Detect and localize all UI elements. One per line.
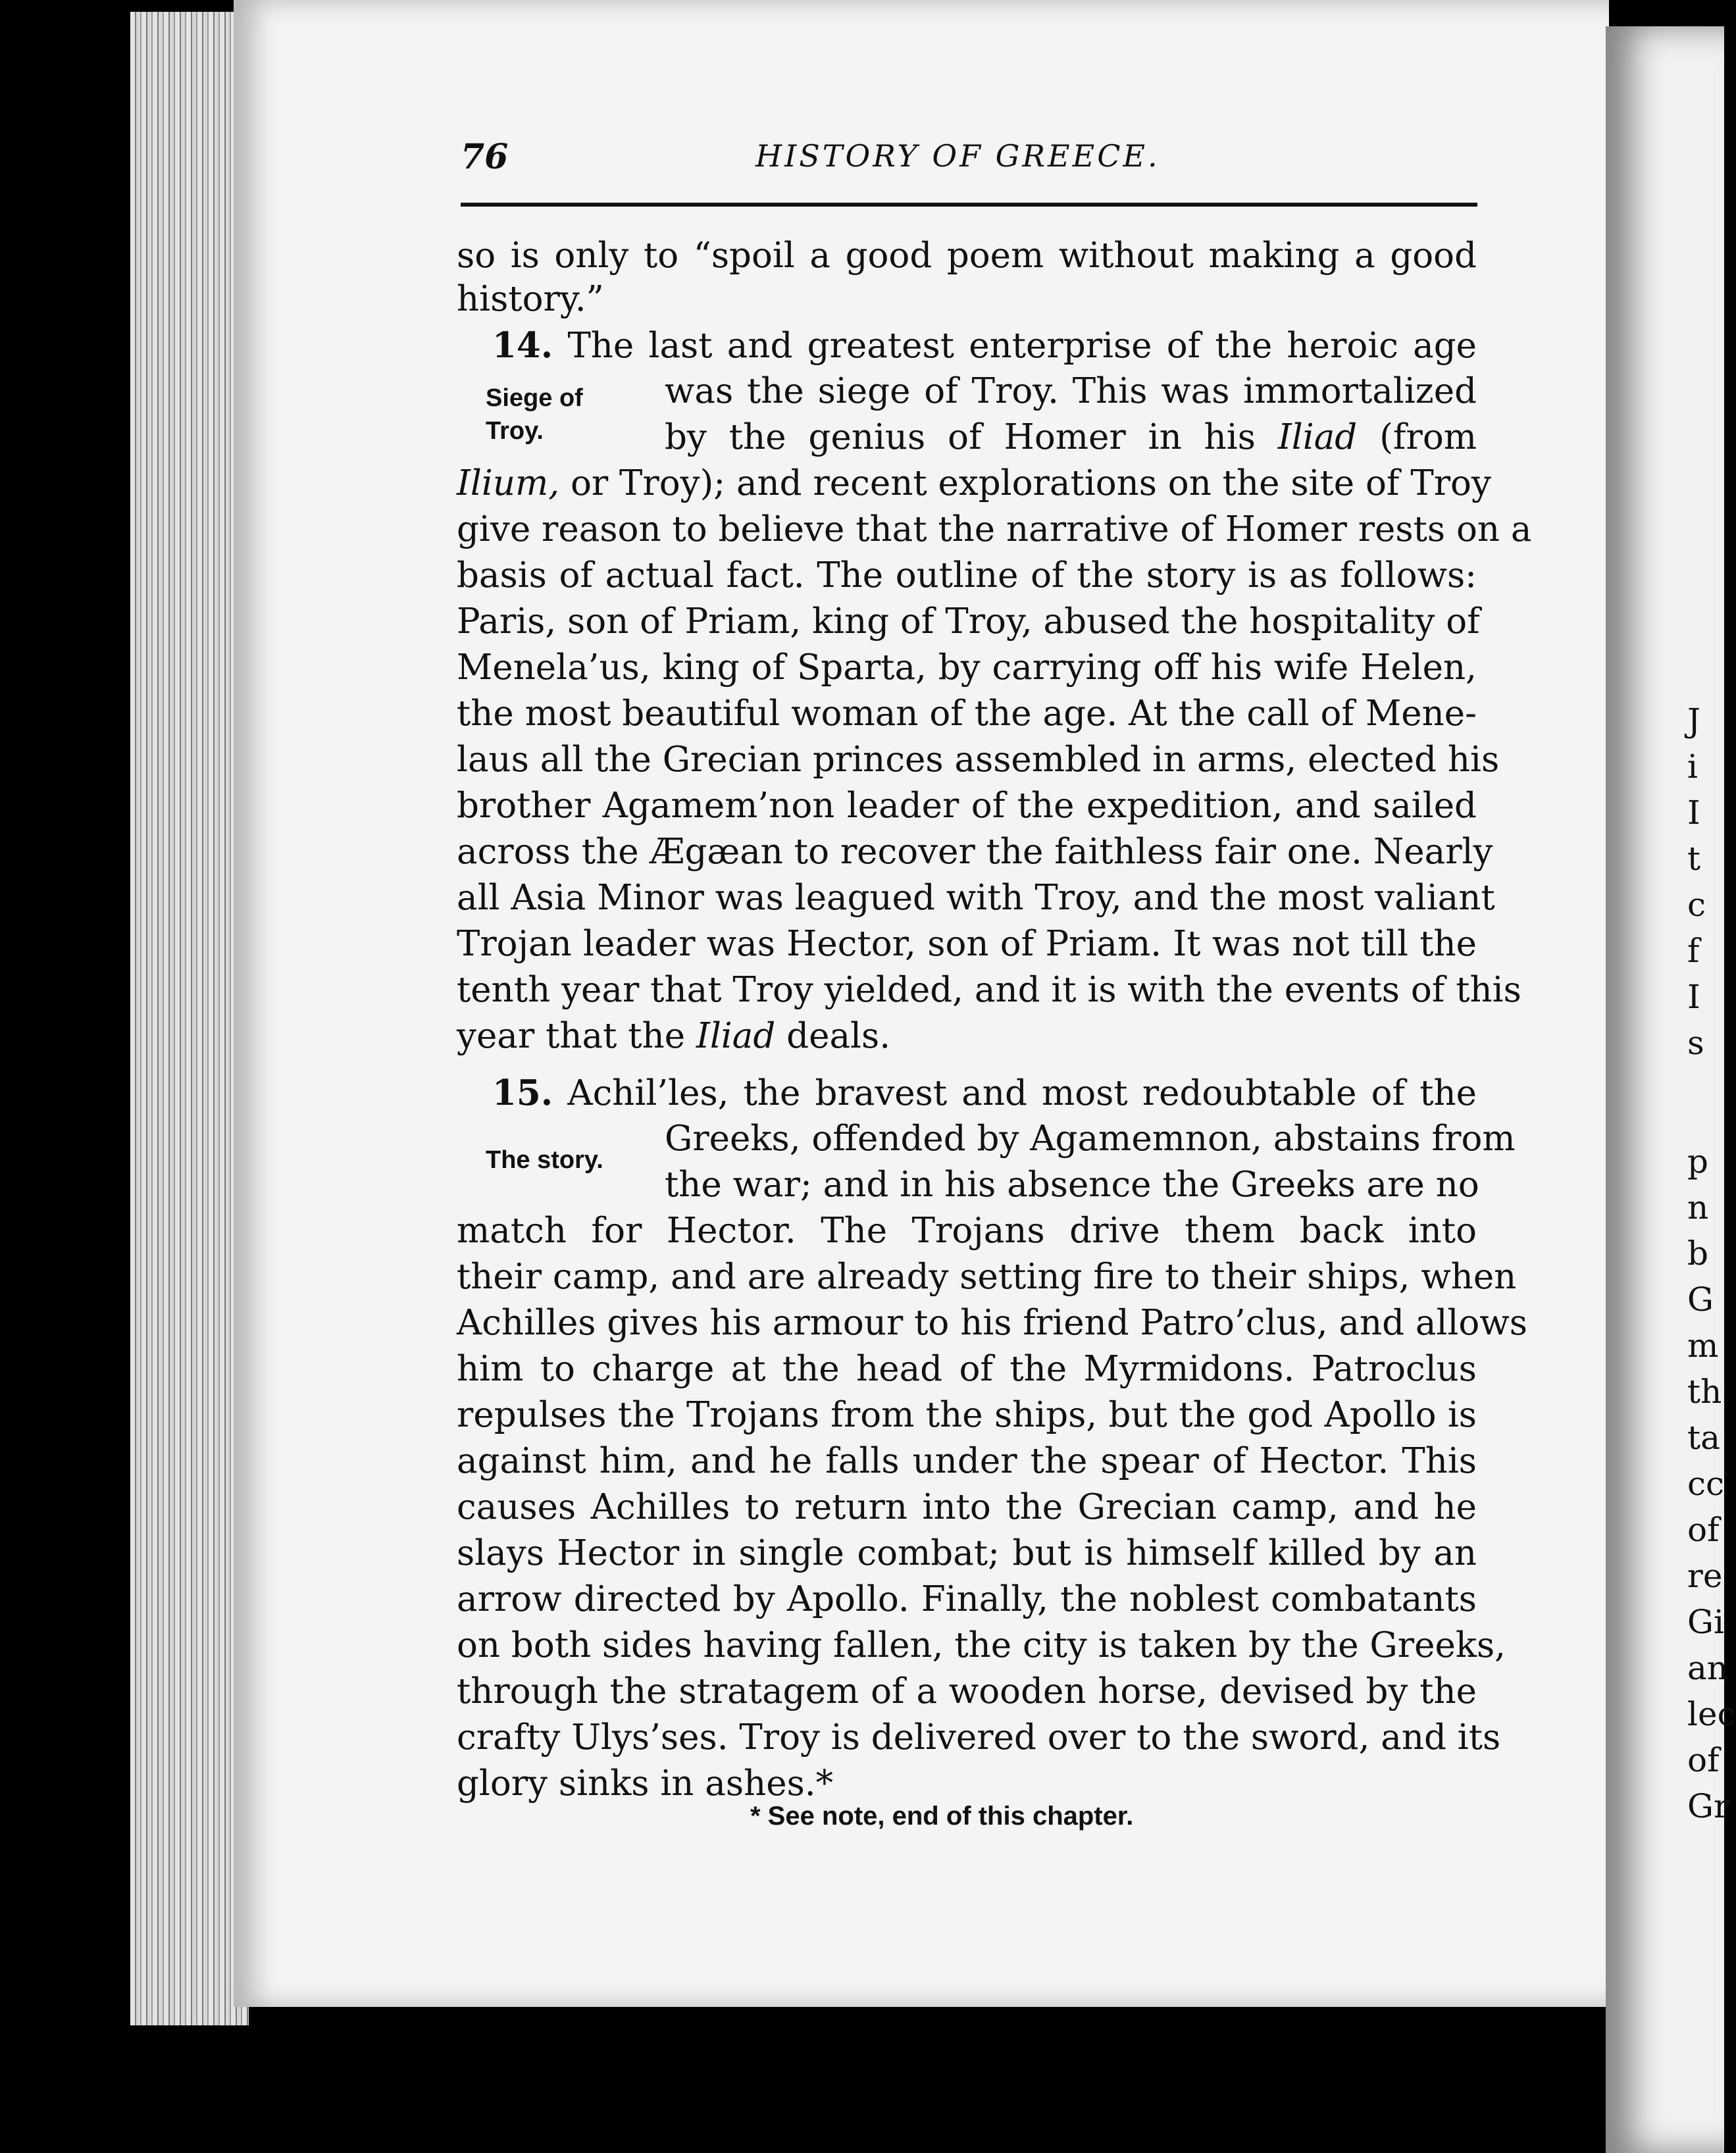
facing-fragment: p xyxy=(1687,1142,1709,1180)
margin-note-line: Siege of xyxy=(486,384,583,412)
facing-fragment: lec xyxy=(1687,1695,1736,1733)
facing-fragment: J xyxy=(1687,701,1701,740)
facing-fragment: c xyxy=(1687,886,1706,924)
margin-note-siege xyxy=(486,382,583,447)
text-line: all Asia Minor was leagued with Troy, and the most valiant xyxy=(457,878,1495,918)
text-fragment: year that the xyxy=(457,1016,686,1056)
text-fragment: deals. xyxy=(786,1016,891,1056)
text-line: brother Agamem’non leader of the expedition, and sailed xyxy=(457,786,1477,826)
text-fragment: or Troy); and recent explorations on the site of Troy xyxy=(570,463,1491,503)
text-line: Trojan leader was Hector, son of Priam. It was not till the xyxy=(457,924,1477,964)
section-number: 15. xyxy=(492,1073,553,1113)
facing-fragment: Gr xyxy=(1687,1787,1729,1825)
margin-note-story: The story. xyxy=(486,1146,603,1174)
text-line: slays Hector in single combat; but is himself killed by an xyxy=(457,1533,1477,1573)
facing-fragment: ta xyxy=(1687,1419,1720,1457)
facing-fragment: I xyxy=(1687,794,1700,832)
italic-word: Ilium, xyxy=(457,463,560,503)
facing-fragment: i xyxy=(1687,747,1698,786)
facing-fragment: I xyxy=(1687,978,1700,1016)
text-line: was the siege of Troy. This was immortalized xyxy=(665,371,1477,411)
text-line: through the stratagem of a wooden horse, devised by the xyxy=(457,1671,1477,1711)
text-line: their camp, and are already setting fire to their ships, when xyxy=(457,1257,1517,1297)
facing-fragment: th xyxy=(1687,1373,1722,1411)
text-line: laus all the Grecian princes assembled in arms, elected his xyxy=(457,740,1500,780)
text-line xyxy=(457,463,1491,504)
text-fragment: (from xyxy=(1379,417,1477,457)
facing-fragment: Gi xyxy=(1687,1603,1724,1641)
facing-fragment: m xyxy=(1687,1327,1719,1365)
italic-title: Iliad xyxy=(1277,417,1358,457)
text-line: Greeks, offended by Agamemnon, abstains from xyxy=(665,1119,1516,1159)
text-fragment: by the genius of Homer in his xyxy=(665,417,1256,457)
text-line: glory sinks in ashes.* xyxy=(457,1763,834,1804)
text-line: Menela’us, king of Sparta, by carrying off his wife Helen, xyxy=(457,647,1477,688)
italic-title: Iliad xyxy=(696,1016,776,1056)
text-fragment: The last and greatest enterprise of the heroic age xyxy=(567,326,1477,366)
text-line: so is only to “spoil a good poem without making a good xyxy=(457,236,1477,276)
text-line: causes Achilles to return into the Grecian camp, and he xyxy=(457,1487,1477,1527)
text-line: give reason to believe that the narrative of Homer rests on a xyxy=(457,509,1532,549)
facing-fragment: t xyxy=(1687,840,1701,878)
facing-fragment: b xyxy=(1687,1234,1709,1273)
text-line xyxy=(492,325,1477,366)
section-number: 14. xyxy=(492,325,553,366)
text-line xyxy=(492,1073,1477,1113)
margin-note-line: Troy. xyxy=(486,417,544,445)
text-line: history.” xyxy=(457,279,604,319)
text-line: across the Ægæan to recover the faithless fair one. Nearly xyxy=(457,832,1493,872)
footnote: * See note, end of this chapter. xyxy=(750,1802,1134,1831)
facing-fragment: re xyxy=(1687,1557,1723,1595)
page-number: 76 xyxy=(461,137,509,177)
text-line xyxy=(457,1016,1477,1057)
text-line: the war; and in his absence the Greeks are no xyxy=(665,1165,1479,1205)
facing-fragment: an xyxy=(1687,1649,1729,1687)
text-line: arrow directed by Apollo. Finally, the noblest combatants xyxy=(457,1579,1477,1619)
facing-page xyxy=(1606,26,1736,2153)
text-line: tenth year that Troy yielded, and it is with the events of this xyxy=(457,970,1521,1010)
page-edges xyxy=(130,12,249,2025)
text-fragment: Achil’les, the bravest and most redoubtable of the xyxy=(567,1073,1477,1113)
facing-fragment: cc xyxy=(1687,1465,1725,1503)
text-line: repulses the Trojans from the ships, but the god Apollo is xyxy=(457,1395,1477,1435)
facing-fragment: of xyxy=(1687,1741,1720,1779)
text-line: basis of actual fact. The outline of the story is as follows: xyxy=(457,555,1477,595)
facing-fragment: f xyxy=(1687,932,1700,970)
facing-fragment: n xyxy=(1687,1188,1709,1227)
text-line: on both sides having fallen, the city is taken by the Greeks, xyxy=(457,1625,1506,1665)
text-line xyxy=(665,417,1477,458)
text-line: the most beautiful woman of the age. At the call of Mene- xyxy=(457,694,1477,734)
facing-fragment: G xyxy=(1687,1280,1714,1319)
text-line: crafty Ulys’ses. Troy is delivered over to the sword, and its xyxy=(457,1717,1501,1758)
text-line: match for Hector. The Trojans drive them back into xyxy=(457,1211,1477,1251)
running-title: HISTORY OF GREECE. xyxy=(755,138,1160,174)
header-rule xyxy=(461,203,1477,207)
text-line: Achilles gives his armour to his friend Patro’clus, and allows xyxy=(457,1303,1527,1343)
text-line: against him, and he falls under the spear of Hector. This xyxy=(457,1441,1477,1481)
facing-fragment: s xyxy=(1687,1024,1704,1062)
facing-fragment: of xyxy=(1687,1511,1720,1549)
text-line: Paris, son of Priam, king of Troy, abused the hospitality of xyxy=(457,601,1480,642)
text-line: him to charge at the head of the Myrmidons. Patroclus xyxy=(457,1349,1477,1389)
